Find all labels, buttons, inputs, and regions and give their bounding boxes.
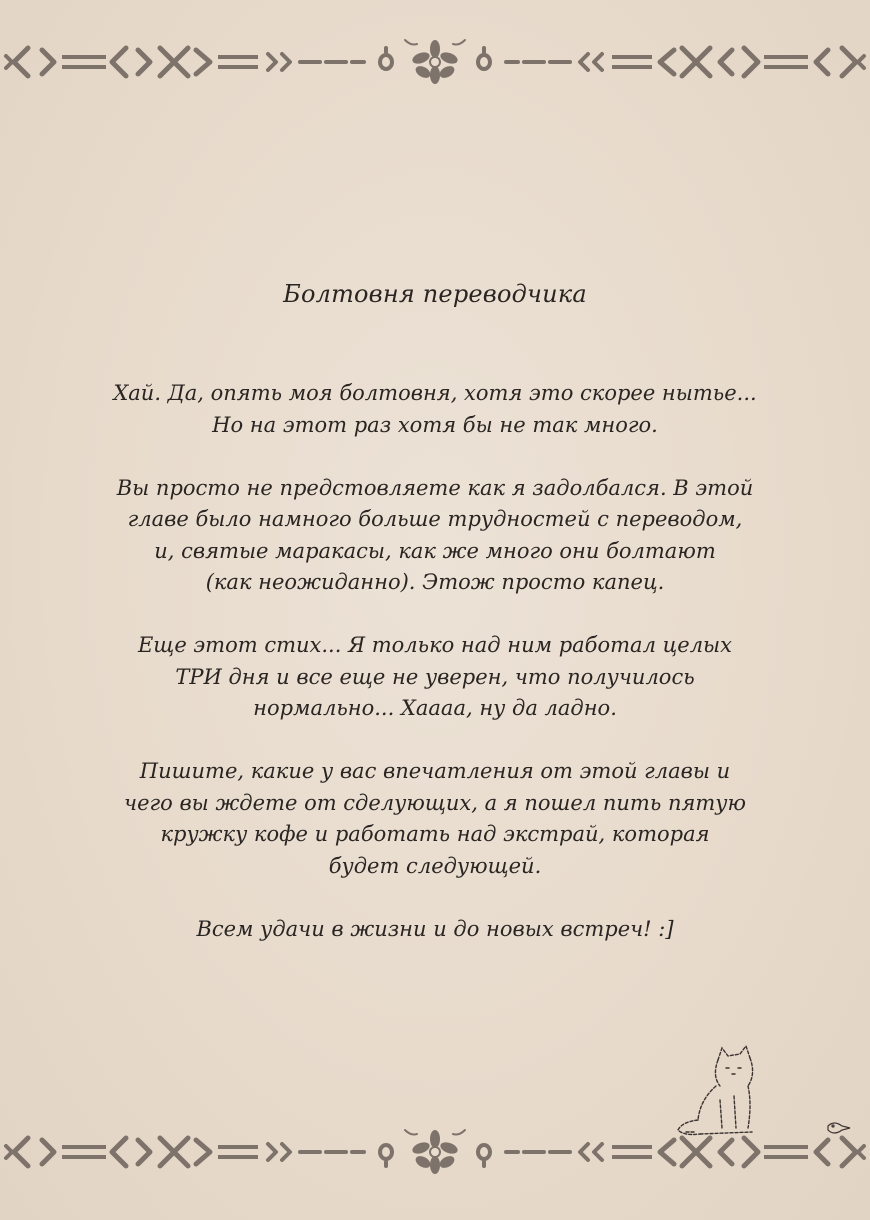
text-line: Пишите, какие у вас впечатления от этой главы и [139, 759, 731, 783]
text-line: чего вы ждете от сделующих, а я пошел пить пятую [124, 790, 746, 815]
text-line: кружку кофе и работать над экстрай, которая [160, 822, 710, 846]
text-line: Всем удачи в жизни и до новых встреч! :] [196, 916, 674, 941]
text-line: Но на этот раз хотя бы не так много. [212, 412, 658, 437]
text-line: и, святые маракасы, как же много они болтают [154, 538, 716, 563]
bottom-ornamental-border [0, 1122, 870, 1182]
paragraph [0, 630, 870, 725]
text-line: Хай. Да, опять моя болтовня, хотя это скорее нытье... [113, 381, 757, 405]
paragraph [0, 473, 870, 599]
page-title: Болтовня переводчика [283, 280, 587, 308]
text-line: ТРИ дня и все еще не уверен, что получилось [175, 664, 695, 689]
text-line: Вы просто не предстовляете как я задолбался. В этой [116, 475, 754, 500]
paragraph [0, 914, 870, 946]
top-ornamental-border [0, 32, 870, 92]
text-line: будет следующей. [328, 853, 542, 878]
translator-note-body [0, 378, 870, 977]
ornamental-border-icon [0, 1122, 870, 1182]
text-line: Еще этот стих... Я только над ним работал целых [137, 633, 733, 657]
text-line: главе было намного больше трудностей с переводом, [127, 507, 743, 531]
ornamental-border-icon [0, 32, 870, 92]
paragraph [0, 378, 870, 441]
paragraph [0, 756, 870, 882]
text-line: (как неожиданно). Этож просто капец. [205, 570, 665, 594]
text-line: нормально... Хаааа, ну да ладно. [253, 696, 617, 720]
